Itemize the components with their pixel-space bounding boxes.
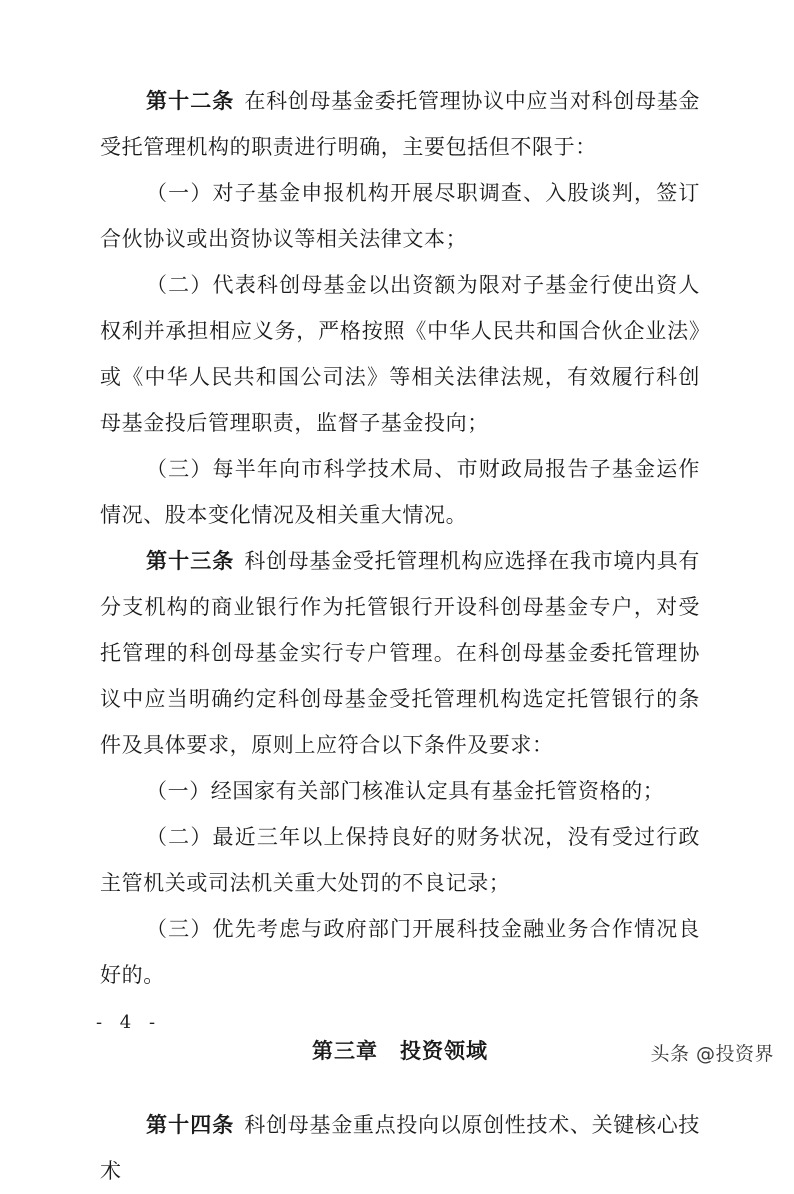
article-13-intro-text: 科创母基金受托管理机构应选择在我市境内具有分支机构的商业银行作为托管银行开设科创母基金专户，对受托管理的科创母基金实行专户管理。在科创母基金委托管理协议中应当明确约定科创母基金受托管理机构选定托管银行的条件及具体要求，原则上应符合以下条件及要求： <box>100 549 700 757</box>
article-12-item-1: （一）对子基金申报机构开展尽职调查、入股谈判，签订合伙协议或出资协议等相关法律文本； <box>100 181 700 251</box>
chapter-title: 投资领域 <box>400 1039 488 1063</box>
document-body <box>100 78 700 1194</box>
article-13-item-3: （三）优先考虑与政府部门开展科技金融业务合作情况良好的。 <box>100 917 700 987</box>
article-13-number: 第十三条 <box>146 549 235 573</box>
article-12-number: 第十二条 <box>146 89 235 113</box>
article-14-number: 第十四条 <box>146 1113 235 1137</box>
article-13-item-2: （二）最近三年以上保持良好的财务状况，没有受过行政主管机关或司法机关重大处罚的不良记录； <box>100 825 700 895</box>
article-13-intro <box>100 538 700 768</box>
article-12-item-2: （二）代表科创母基金以出资额为限对子基金行使出资人权利并承担相应义务，严格按照《中华人民共和国合伙企业法》或《中华人民共和国公司法》等相关法律法规，有效履行科创母基金投后管理职责，监督子基金投向； <box>100 273 700 435</box>
source-watermark: 头条 @投资界 <box>650 1043 774 1065</box>
page-number: - 4 - <box>96 1012 162 1033</box>
article-13-item-1: （一）经国家有关部门核准认定具有基金托管资格的； <box>146 779 665 803</box>
article-12-intro <box>100 78 700 170</box>
article-12-item-3: （三）每半年向市科学技术局、市财政局报告子基金运作情况、股本变化情况及相关重大情况。 <box>100 457 700 527</box>
article-12-intro-text: 在科创母基金委托管理协议中应当对科创母基金受托管理机构的职责进行明确，主要包括但不限于： <box>100 89 700 159</box>
article-14-intro-text: 科创母基金重点投向以原创性技术、关键核心技术 <box>100 1113 700 1183</box>
chapter-number: 第三章 <box>312 1039 378 1063</box>
article-14-intro <box>100 1102 700 1194</box>
chapter-heading <box>100 1028 700 1074</box>
